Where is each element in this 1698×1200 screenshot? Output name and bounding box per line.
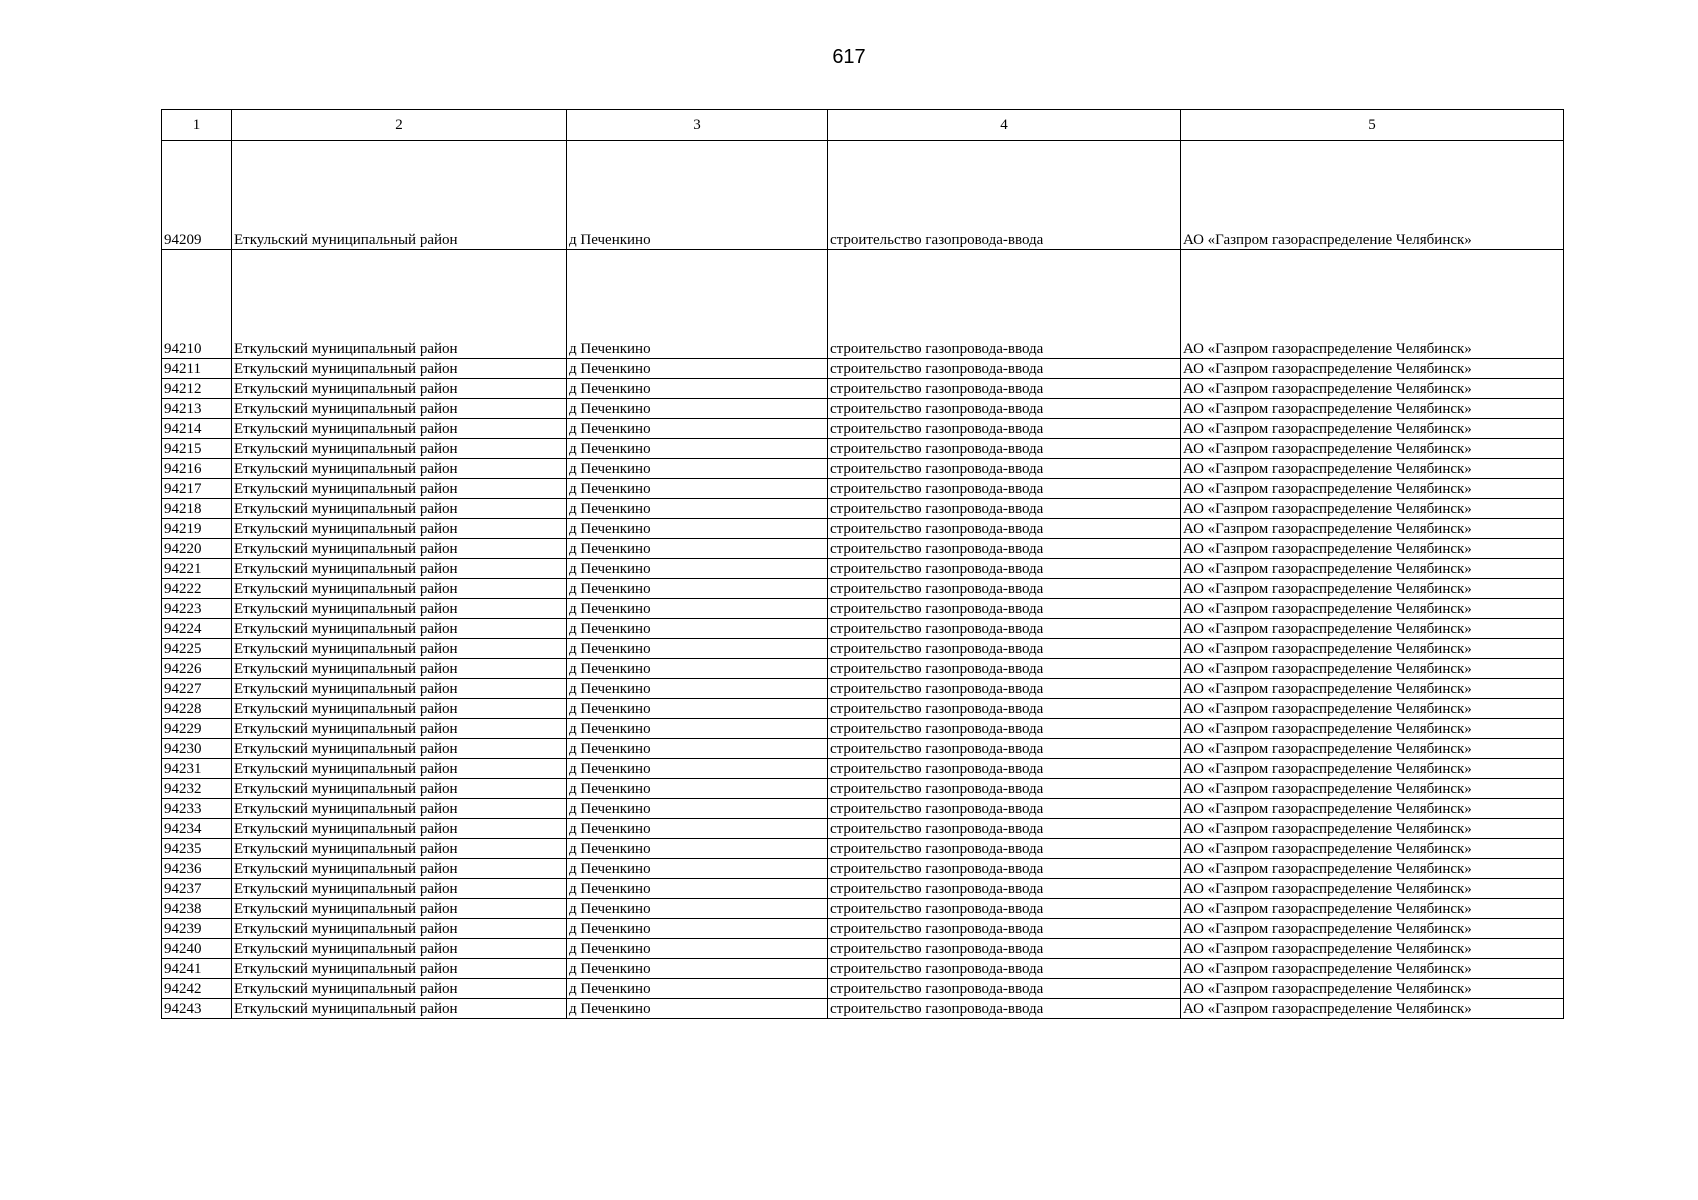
cell-work-type: строительство газопровода-ввода — [828, 359, 1181, 379]
cell-number: 94243 — [162, 999, 232, 1019]
cell-number: 94241 — [162, 959, 232, 979]
table-row — [162, 759, 1564, 779]
table-row — [162, 999, 1564, 1019]
cell-number: 94235 — [162, 839, 232, 859]
cell-organization: АО «Газпром газораспределение Челябинск» — [1181, 479, 1564, 499]
cell-district: Еткульский муниципальный район — [232, 659, 567, 679]
cell-settlement: д Печенкино — [567, 799, 828, 819]
cell-number: 94239 — [162, 919, 232, 939]
table-row — [162, 699, 1564, 719]
cell-organization: АО «Газпром газораспределение Челябинск» — [1181, 839, 1564, 859]
cell-district: Еткульский муниципальный район — [232, 379, 567, 399]
cell-settlement: д Печенкино — [567, 599, 828, 619]
cell-district: Еткульский муниципальный район — [232, 739, 567, 759]
cell-district: Еткульский муниципальный район — [232, 879, 567, 899]
cell-district: Еткульский муниципальный район — [232, 359, 567, 379]
table-row — [162, 479, 1564, 499]
table-row — [162, 539, 1564, 559]
page-number: 617 — [832, 46, 866, 68]
table-row — [162, 619, 1564, 639]
table-row — [162, 879, 1564, 899]
cell-district: Еткульский муниципальный район — [232, 819, 567, 839]
cell-organization: АО «Газпром газораспределение Челябинск» — [1181, 141, 1564, 250]
cell-number: 94221 — [162, 559, 232, 579]
cell-district: Еткульский муниципальный район — [232, 579, 567, 599]
cell-number: 94209 — [162, 141, 232, 250]
cell-organization: АО «Газпром газораспределение Челябинск» — [1181, 859, 1564, 879]
table-row — [162, 819, 1564, 839]
cell-settlement: д Печенкино — [567, 679, 828, 699]
cell-number: 94211 — [162, 359, 232, 379]
table-row — [162, 719, 1564, 739]
cell-settlement: д Печенкино — [567, 739, 828, 759]
cell-organization: АО «Газпром газораспределение Челябинск» — [1181, 250, 1564, 359]
table-body — [162, 141, 1564, 1019]
cell-district: Еткульский муниципальный район — [232, 839, 567, 859]
cell-settlement: д Печенкино — [567, 379, 828, 399]
cell-work-type: строительство газопровода-ввода — [828, 250, 1181, 359]
cell-settlement: д Печенкино — [567, 479, 828, 499]
table-row — [162, 919, 1564, 939]
cell-number: 94227 — [162, 679, 232, 699]
cell-district: Еткульский муниципальный район — [232, 559, 567, 579]
cell-work-type: строительство газопровода-ввода — [828, 479, 1181, 499]
cell-organization: АО «Газпром газораспределение Челябинск» — [1181, 899, 1564, 919]
cell-settlement: д Печенкино — [567, 699, 828, 719]
cell-settlement: д Печенкино — [567, 819, 828, 839]
cell-organization: АО «Газпром газораспределение Челябинск» — [1181, 879, 1564, 899]
cell-number: 94238 — [162, 899, 232, 919]
cell-work-type: строительство газопровода-ввода — [828, 439, 1181, 459]
table-row — [162, 379, 1564, 399]
cell-work-type: строительство газопровода-ввода — [828, 699, 1181, 719]
table-row — [162, 499, 1564, 519]
cell-settlement: д Печенкино — [567, 579, 828, 599]
table-row — [162, 459, 1564, 479]
cell-work-type: строительство газопровода-ввода — [828, 399, 1181, 419]
table-row — [162, 939, 1564, 959]
table-row — [162, 359, 1564, 379]
cell-organization: АО «Газпром газораспределение Челябинск» — [1181, 379, 1564, 399]
cell-organization: АО «Газпром газораспределение Челябинск» — [1181, 799, 1564, 819]
cell-organization: АО «Газпром газораспределение Челябинск» — [1181, 919, 1564, 939]
cell-number: 94213 — [162, 399, 232, 419]
cell-work-type: строительство газопровода-ввода — [828, 799, 1181, 819]
cell-work-type: строительство газопровода-ввода — [828, 499, 1181, 519]
cell-district: Еткульский муниципальный район — [232, 519, 567, 539]
cell-number: 94219 — [162, 519, 232, 539]
cell-organization: АО «Газпром газораспределение Челябинск» — [1181, 979, 1564, 999]
cell-district: Еткульский муниципальный район — [232, 419, 567, 439]
cell-settlement: д Печенкино — [567, 859, 828, 879]
cell-work-type: строительство газопровода-ввода — [828, 619, 1181, 639]
table-row — [162, 959, 1564, 979]
cell-district: Еткульский муниципальный район — [232, 919, 567, 939]
column-header: 2 — [232, 110, 567, 141]
cell-settlement: д Печенкино — [567, 419, 828, 439]
cell-settlement: д Печенкино — [567, 519, 828, 539]
column-header: 4 — [828, 110, 1181, 141]
column-header: 3 — [567, 110, 828, 141]
cell-settlement: д Печенкино — [567, 979, 828, 999]
table-row — [162, 859, 1564, 879]
cell-work-type: строительство газопровода-ввода — [828, 759, 1181, 779]
table-row — [162, 250, 1564, 359]
cell-settlement: д Печенкино — [567, 499, 828, 519]
table-row — [162, 439, 1564, 459]
cell-organization: АО «Газпром газораспределение Челябинск» — [1181, 539, 1564, 559]
cell-number: 94236 — [162, 859, 232, 879]
cell-number: 94231 — [162, 759, 232, 779]
cell-work-type: строительство газопровода-ввода — [828, 879, 1181, 899]
cell-district: Еткульский муниципальный район — [232, 141, 567, 250]
cell-number: 94240 — [162, 939, 232, 959]
cell-number: 94218 — [162, 499, 232, 519]
cell-work-type: строительство газопровода-ввода — [828, 899, 1181, 919]
cell-organization: АО «Газпром газораспределение Челябинск» — [1181, 399, 1564, 419]
cell-settlement: д Печенкино — [567, 539, 828, 559]
cell-number: 94224 — [162, 619, 232, 639]
cell-number: 94215 — [162, 439, 232, 459]
cell-organization: АО «Газпром газораспределение Челябинск» — [1181, 959, 1564, 979]
cell-work-type: строительство газопровода-ввода — [828, 141, 1181, 250]
cell-district: Еткульский муниципальный район — [232, 619, 567, 639]
cell-number: 94222 — [162, 579, 232, 599]
cell-number: 94228 — [162, 699, 232, 719]
cell-work-type: строительство газопровода-ввода — [828, 999, 1181, 1019]
cell-number: 94234 — [162, 819, 232, 839]
cell-work-type: строительство газопровода-ввода — [828, 779, 1181, 799]
cell-work-type: строительство газопровода-ввода — [828, 539, 1181, 559]
cell-number: 94230 — [162, 739, 232, 759]
cell-work-type: строительство газопровода-ввода — [828, 519, 1181, 539]
cell-work-type: строительство газопровода-ввода — [828, 919, 1181, 939]
cell-number: 94214 — [162, 419, 232, 439]
cell-number: 94216 — [162, 459, 232, 479]
cell-district: Еткульский муниципальный район — [232, 699, 567, 719]
cell-work-type: строительство газопровода-ввода — [828, 959, 1181, 979]
cell-work-type: строительство газопровода-ввода — [828, 459, 1181, 479]
cell-work-type: строительство газопровода-ввода — [828, 839, 1181, 859]
cell-work-type: строительство газопровода-ввода — [828, 379, 1181, 399]
cell-district: Еткульский муниципальный район — [232, 539, 567, 559]
cell-district: Еткульский муниципальный район — [232, 939, 567, 959]
table-row — [162, 799, 1564, 819]
table-row — [162, 599, 1564, 619]
cell-settlement: д Печенкино — [567, 719, 828, 739]
cell-organization: АО «Газпром газораспределение Челябинск» — [1181, 559, 1564, 579]
cell-settlement: д Печенкино — [567, 399, 828, 419]
cell-organization: АО «Газпром газораспределение Челябинск» — [1181, 619, 1564, 639]
cell-organization: АО «Газпром газораспределение Челябинск» — [1181, 459, 1564, 479]
cell-district: Еткульский муниципальный район — [232, 759, 567, 779]
cell-district: Еткульский муниципальный район — [232, 779, 567, 799]
cell-settlement: д Печенкино — [567, 939, 828, 959]
cell-organization: АО «Газпром газораспределение Челябинск» — [1181, 759, 1564, 779]
cell-organization: АО «Газпром газораспределение Челябинск» — [1181, 719, 1564, 739]
table-row — [162, 899, 1564, 919]
cell-number: 94232 — [162, 779, 232, 799]
cell-district: Еткульский муниципальный район — [232, 959, 567, 979]
cell-organization: АО «Газпром газораспределение Челябинск» — [1181, 939, 1564, 959]
cell-organization: АО «Газпром газораспределение Челябинск» — [1181, 499, 1564, 519]
cell-district: Еткульский муниципальный район — [232, 399, 567, 419]
cell-settlement: д Печенкино — [567, 459, 828, 479]
cell-work-type: строительство газопровода-ввода — [828, 599, 1181, 619]
table-row — [162, 579, 1564, 599]
cell-organization: АО «Газпром газораспределение Челябинск» — [1181, 699, 1564, 719]
cell-work-type: строительство газопровода-ввода — [828, 659, 1181, 679]
cell-settlement: д Печенкино — [567, 879, 828, 899]
cell-number: 94237 — [162, 879, 232, 899]
cell-settlement: д Печенкино — [567, 639, 828, 659]
cell-district: Еткульский муниципальный район — [232, 459, 567, 479]
cell-district: Еткульский муниципальный район — [232, 899, 567, 919]
cell-settlement: д Печенкино — [567, 619, 828, 639]
cell-district: Еткульский муниципальный район — [232, 479, 567, 499]
column-header: 1 — [162, 110, 232, 141]
cell-organization: АО «Газпром газораспределение Челябинск» — [1181, 439, 1564, 459]
cell-work-type: строительство газопровода-ввода — [828, 579, 1181, 599]
table-row — [162, 739, 1564, 759]
table-row — [162, 779, 1564, 799]
table-row — [162, 141, 1564, 250]
cell-settlement: д Печенкино — [567, 559, 828, 579]
cell-district: Еткульский муниципальный район — [232, 439, 567, 459]
cell-organization: АО «Газпром газораспределение Челябинск» — [1181, 779, 1564, 799]
cell-number: 94233 — [162, 799, 232, 819]
cell-number: 94210 — [162, 250, 232, 359]
table-row — [162, 839, 1564, 859]
cell-number: 94242 — [162, 979, 232, 999]
cell-work-type: строительство газопровода-ввода — [828, 719, 1181, 739]
cell-settlement: д Печенкино — [567, 659, 828, 679]
cell-organization: АО «Газпром газораспределение Челябинск» — [1181, 819, 1564, 839]
table-header — [162, 110, 1564, 141]
table-row — [162, 559, 1564, 579]
cell-number: 94212 — [162, 379, 232, 399]
table-row — [162, 399, 1564, 419]
cell-district: Еткульский муниципальный район — [232, 499, 567, 519]
cell-work-type: строительство газопровода-ввода — [828, 639, 1181, 659]
cell-settlement: д Печенкино — [567, 899, 828, 919]
cell-organization: АО «Газпром газораспределение Челябинск» — [1181, 359, 1564, 379]
cell-district: Еткульский муниципальный район — [232, 859, 567, 879]
cell-number: 94226 — [162, 659, 232, 679]
cell-number: 94225 — [162, 639, 232, 659]
cell-district: Еткульский муниципальный район — [232, 719, 567, 739]
cell-settlement: д Печенкино — [567, 779, 828, 799]
cell-district: Еткульский муниципальный район — [232, 250, 567, 359]
cell-district: Еткульский муниципальный район — [232, 679, 567, 699]
table-row — [162, 519, 1564, 539]
cell-organization: АО «Газпром газораспределение Челябинск» — [1181, 599, 1564, 619]
cell-settlement: д Печенкино — [567, 959, 828, 979]
cell-settlement: д Печенкино — [567, 141, 828, 250]
cell-district: Еткульский муниципальный район — [232, 599, 567, 619]
cell-organization: АО «Газпром газораспределение Челябинск» — [1181, 679, 1564, 699]
column-header: 5 — [1181, 110, 1564, 141]
cell-organization: АО «Газпром газораспределение Челябинск» — [1181, 519, 1564, 539]
cell-settlement: д Печенкино — [567, 250, 828, 359]
cell-settlement: д Печенкино — [567, 999, 828, 1019]
cell-district: Еткульский муниципальный район — [232, 799, 567, 819]
cell-settlement: д Печенкино — [567, 359, 828, 379]
cell-organization: АО «Газпром газораспределение Челябинск» — [1181, 639, 1564, 659]
cell-organization: АО «Газпром газораспределение Челябинск» — [1181, 739, 1564, 759]
cell-work-type: строительство газопровода-ввода — [828, 859, 1181, 879]
table-row — [162, 679, 1564, 699]
cell-number: 94220 — [162, 539, 232, 559]
cell-work-type: строительство газопровода-ввода — [828, 819, 1181, 839]
table-row — [162, 979, 1564, 999]
cell-work-type: строительство газопровода-ввода — [828, 679, 1181, 699]
cell-organization: АО «Газпром газораспределение Челябинск» — [1181, 999, 1564, 1019]
cell-organization: АО «Газпром газораспределение Челябинск» — [1181, 659, 1564, 679]
cell-settlement: д Печенкино — [567, 759, 828, 779]
cell-work-type: строительство газопровода-ввода — [828, 939, 1181, 959]
header-row — [162, 110, 1564, 141]
cell-settlement: д Печенкино — [567, 439, 828, 459]
cell-district: Еткульский муниципальный район — [232, 999, 567, 1019]
cell-district: Еткульский муниципальный район — [232, 639, 567, 659]
table-row — [162, 419, 1564, 439]
cell-number: 94223 — [162, 599, 232, 619]
table-row — [162, 659, 1564, 679]
cell-settlement: д Печенкино — [567, 839, 828, 859]
cell-work-type: строительство газопровода-ввода — [828, 739, 1181, 759]
cell-organization: АО «Газпром газораспределение Челябинск» — [1181, 579, 1564, 599]
cell-organization: АО «Газпром газораспределение Челябинск» — [1181, 419, 1564, 439]
cell-settlement: д Печенкино — [567, 919, 828, 939]
table-row — [162, 639, 1564, 659]
cell-number: 94229 — [162, 719, 232, 739]
cell-work-type: строительство газопровода-ввода — [828, 559, 1181, 579]
cell-district: Еткульский муниципальный район — [232, 979, 567, 999]
cell-number: 94217 — [162, 479, 232, 499]
cell-work-type: строительство газопровода-ввода — [828, 419, 1181, 439]
registry-table — [161, 109, 1564, 1019]
cell-work-type: строительство газопровода-ввода — [828, 979, 1181, 999]
